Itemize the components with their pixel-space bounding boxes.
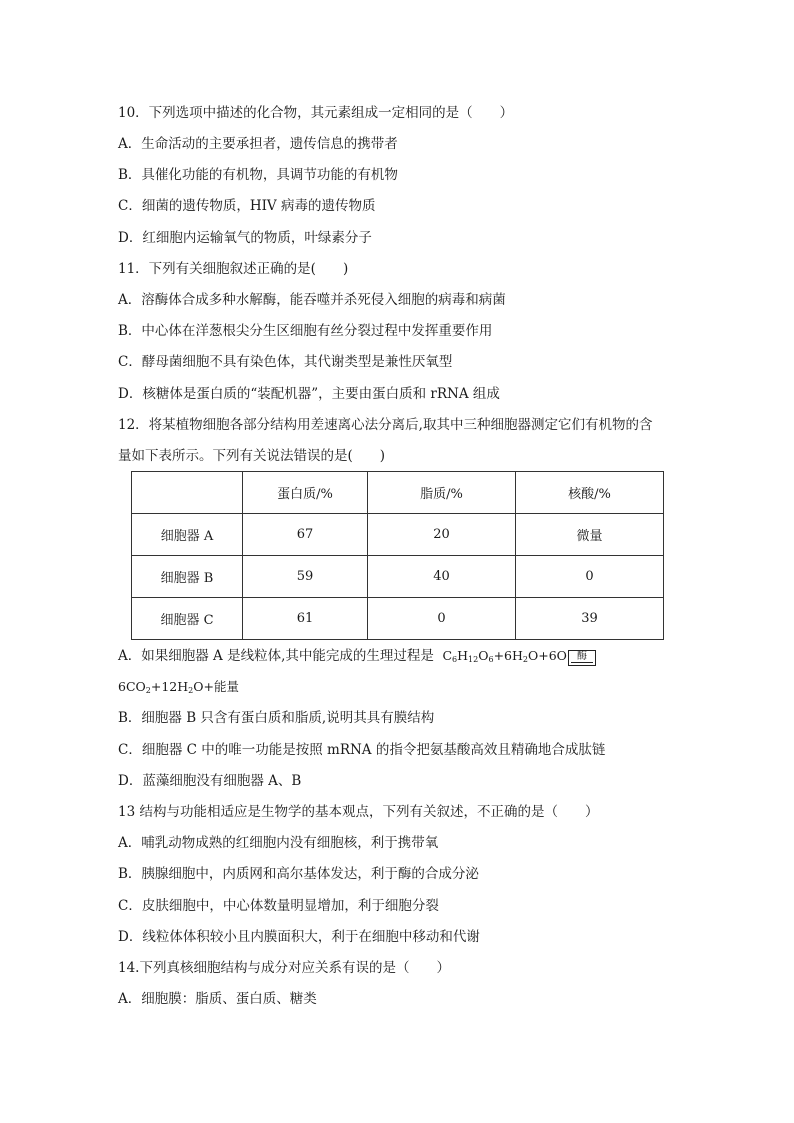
table-header-cell: 蛋白质/% bbox=[243, 472, 368, 514]
table-cell: 39 bbox=[516, 598, 664, 640]
reaction-equation-left: $C_6H_{12}O_6+6H_2O+6O$ 酶 bbox=[442, 648, 595, 663]
table-cell: 微量 bbox=[516, 514, 664, 556]
enzyme-label: 酶 bbox=[576, 651, 587, 662]
organelle-composition-table bbox=[131, 471, 664, 640]
question-10-option-c: C．细菌的遗传物质，HIV 病毒的遗传物质 bbox=[118, 198, 376, 214]
question-12-option-b: B．细胞器 B 只含有蛋白质和脂质,说明其具有膜结构 bbox=[118, 710, 435, 726]
question-12-stem-line-1: 12．将某植物细胞各部分结构用差速离心法分离后,取其中三种细胞器测定它们有机物的含 bbox=[118, 417, 653, 433]
question-13-option-b: B．胰腺细胞中，内质网和高尔基体发达，利于酶的合成分泌 bbox=[118, 866, 479, 882]
table-cell: 61 bbox=[243, 598, 368, 640]
table-header-cell bbox=[132, 472, 243, 514]
question-13-stem: 13 结构与功能相适应是生物学的基本观点，下列有关叙述，不正确的是（ ） bbox=[118, 804, 599, 820]
question-14-option-a: A．细胞膜：脂质、蛋白质、糖类 bbox=[118, 991, 317, 1007]
reaction-equation-right: $6CO_2+12H_2O+$能量 bbox=[118, 679, 239, 695]
question-11-option-c: C．酵母菌细胞不具有染色体，其代谢类型是兼性厌氧型 bbox=[118, 354, 453, 370]
table-header-cell: 核酸/% bbox=[516, 472, 664, 514]
question-11-option-b: B．中心体在洋葱根尖分生区细胞有丝分裂过程中发挥重要作用 bbox=[118, 323, 493, 339]
question-11-option-a: A．溶酶体合成多种水解酶，能吞噬并杀死侵入细胞的病毒和病菌 bbox=[118, 292, 506, 308]
question-10-option-d: D．红细胞内运输氧气的物质，叶绿素分子 bbox=[118, 230, 372, 246]
question-11-option-d: D．核糖体是蛋白质的“装配机器”，主要由蛋白质和 rRNA 组成 bbox=[118, 386, 500, 402]
question-12-stem-line-2: 量如下表所示。下列有关说法错误的是( ) bbox=[118, 448, 386, 464]
table-cell: 20 bbox=[368, 514, 516, 556]
table-header-cell: 脂质/% bbox=[368, 472, 516, 514]
table-cell: 59 bbox=[243, 556, 368, 598]
question-11-stem: 11．下列有关细胞叙述正确的是( ) bbox=[118, 261, 349, 277]
table-row bbox=[132, 598, 664, 640]
table-cell: 细胞器 C bbox=[132, 598, 243, 640]
question-13-option-a: A．哺乳动物成熟的红细胞内没有细胞核，利于携带氧 bbox=[118, 835, 439, 851]
question-13-option-d: D．线粒体体积较小且内膜面积大，利于在细胞中移动和代谢 bbox=[118, 929, 480, 945]
question-12-option-d: D．蓝藻细胞没有细胞器 A、B bbox=[118, 773, 302, 789]
question-13-option-c: C．皮肤细胞中，中心体数量明显增加，利于细胞分裂 bbox=[118, 898, 439, 914]
question-12-option-a bbox=[118, 647, 596, 669]
question-10-option-a: A．生命活动的主要承担者，遗传信息的携带者 bbox=[118, 136, 398, 152]
table-cell: 细胞器 B bbox=[132, 556, 243, 598]
table-row bbox=[132, 514, 664, 556]
table-cell: 0 bbox=[368, 598, 516, 640]
table-cell: 0 bbox=[516, 556, 664, 598]
enzyme-arrow-box bbox=[568, 650, 596, 666]
question-14-stem: 14.下列真核细胞结构与成分对应关系有误的是（ ） bbox=[118, 960, 450, 976]
question-12-option-c: C．细胞器 C 中的唯一功能是按照 mRNA 的指令把氨基酸高效且精确地合成肽链 bbox=[118, 742, 606, 758]
question-10-stem: 10．下列选项中描述的化合物，其元素组成一定相同的是（ ） bbox=[118, 105, 514, 121]
table-cell: 40 bbox=[368, 556, 516, 598]
table-header-row bbox=[132, 472, 664, 514]
question-10-option-b: B．具催化功能的有机物，具调节功能的有机物 bbox=[118, 167, 398, 183]
table-row bbox=[132, 556, 664, 598]
table-cell: 67 bbox=[243, 514, 368, 556]
table-cell: 细胞器 A bbox=[132, 514, 243, 556]
option-a-text: A．如果细胞器 A 是线粒体,其中能完成的生理过程是 bbox=[118, 648, 434, 664]
